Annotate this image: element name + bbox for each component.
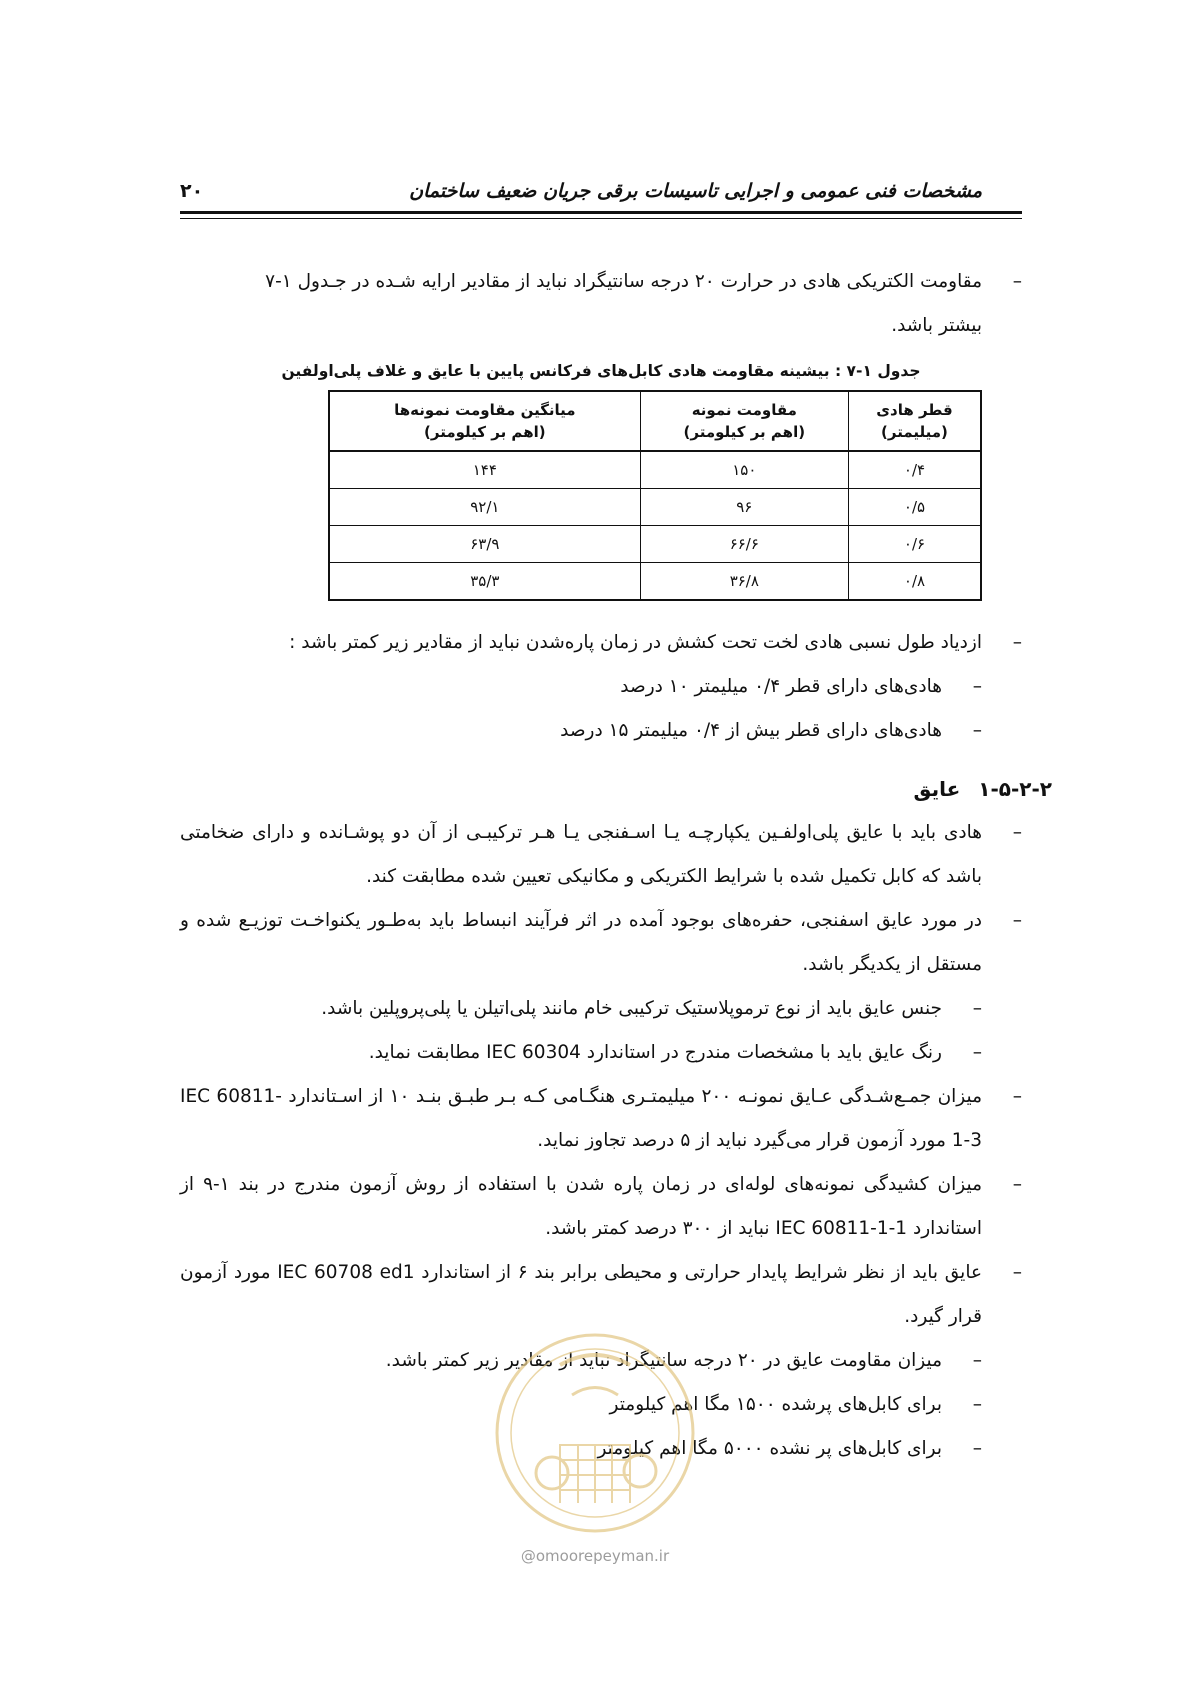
header-sample-resistance: مقاومت نمونه (اهم بر کیلومتر) bbox=[640, 391, 848, 451]
table-caption: جدول ۱-۷ : بیشینه مقاومت هادی کابل‌های فرکانس پایین با عایق و غلاف پلی‌اولفین bbox=[281, 362, 921, 380]
table-row: ۰/۵ ۹۶ ۹۲/۱ bbox=[329, 489, 981, 526]
insulation-item: – رنگ عایق باید با مشخصات مندرج در استاندارد IEC 60304 مطابقت نماید. bbox=[180, 1031, 982, 1075]
page-number: ۲۰ bbox=[180, 180, 204, 202]
table-header-row bbox=[329, 391, 981, 451]
at-icon: @ bbox=[520, 1547, 536, 1565]
section-heading bbox=[180, 767, 1052, 811]
section-number: ۱-۵-۲-۲ bbox=[978, 777, 1052, 801]
elongation-item: – ازدیاد طول نسبی هادی لخت تحت کشش در زمان پاره‌شدن نباید از مقادیر زیر کمتر باشد : bbox=[180, 621, 1022, 665]
page-header bbox=[180, 180, 1022, 210]
insulation-item: – برای کابل‌های پرشده ۱۵۰۰ مگا اهم کیلومتر bbox=[180, 1383, 982, 1427]
intro-line-1: – مقاومت الکتریکی هادی در حرارت ۲۰ درجه سانتیگراد نباید از مقادیر ارایه شـده در جـدول ۱-۷ bbox=[265, 271, 982, 292]
insulation-item: – جنس عایق باید از نوع ترموپلاستیک ترکیبی خام مانند پلی‌اتیلن یا پلی‌پروپلین باشد. bbox=[180, 987, 982, 1031]
insulation-item: – میزان کشیدگی نمونه‌های لوله‌ای در زمان پاره شدن با استفاده از روش آزمون مندرج در بند ۱-۹ از استاندارد IEC 60811-1-1 نباید از ۳۰۰ درصد کمتر باشد. bbox=[180, 1163, 1022, 1251]
insulation-item: – برای کابل‌های پر نشده ۵۰۰۰ مگا اهم کیلومتر bbox=[180, 1427, 982, 1471]
header-rule-thin bbox=[180, 218, 1022, 219]
table-row: ۰/۶ ۶۶/۶ ۶۳/۹ bbox=[329, 526, 981, 563]
intro-line-2: بیشتر باشد. bbox=[891, 315, 982, 336]
header-title: مشخصات فنی عمومی و اجرایی تاسیسات برقی جریان ضعیف ساختمان bbox=[409, 180, 982, 202]
intro-item bbox=[180, 260, 1022, 348]
insulation-item: – میزان مقاومت عایق در ۲۰ درجه سانتیگراد نباید از مقادیر زیر کمتر باشد. bbox=[180, 1339, 982, 1383]
table-row: ۰/۴ ۱۵۰ ۱۴۴ bbox=[329, 451, 981, 489]
insulation-item: – در مورد عایق اسفنجی، حفره‌های بوجود آمده در اثر فرآیند انبساط باید به‌طـور یکنواخـت توزیـع شده و مستقل از یکدیگر باشد. bbox=[180, 899, 1022, 987]
table-row: ۰/۸ ۳۶/۸ ۳۵/۳ bbox=[329, 563, 981, 601]
elongation-sub-item: – هادی‌های دارای قطر ۰/۴ میلیمتر ۱۰ درصد bbox=[180, 665, 982, 709]
insulation-item: – عایق باید از نظر شرایط پایدار حرارتی و محیطی برابر بند ۶ از استاندارد IEC 60708 ed1 مورد آزمون قرار گیرد. bbox=[180, 1251, 1022, 1339]
footer-site: @omoorepeyman.ir bbox=[520, 1547, 670, 1565]
header-rule-thick bbox=[180, 211, 1022, 214]
header-average-resistance: میانگین مقاومت نمونه‌ها (اهم بر کیلومتر) bbox=[329, 391, 640, 451]
insulation-item: – هادی باید با عایق پلی‌اولفـین یکپارچـه یـا اسـفنجی یـا هـر ترکیبـی از آن دو پوشـانده و دارای ضخامتی باشد که کابل تکمیل شده با شرایط الکتریکی و مکانیکی تعیین شده مطابقت کند. bbox=[180, 811, 1022, 899]
section-title: عایق bbox=[913, 777, 961, 801]
page-content bbox=[180, 260, 1052, 1471]
header-conductor-diameter: قطر هادی (میلیمتر) bbox=[848, 391, 981, 451]
insulation-item: – میزان جمـع‌شـدگی عـایق نمونـه ۲۰۰ میلیمتـری هنگـامی کـه بـر طبـق بنـد ۱۰ از اسـتاندارد IEC 60811-1-3 مورد آزمون قرار می‌گیرد نباید از ۵ درصد تجاوز نماید. bbox=[180, 1075, 1022, 1163]
resistance-table bbox=[328, 390, 982, 601]
elongation-sub-item: – هادی‌های دارای قطر بیش از ۰/۴ میلیمتر ۱۵ درصد bbox=[180, 709, 982, 753]
watermark-logo-icon bbox=[490, 1325, 700, 1540]
